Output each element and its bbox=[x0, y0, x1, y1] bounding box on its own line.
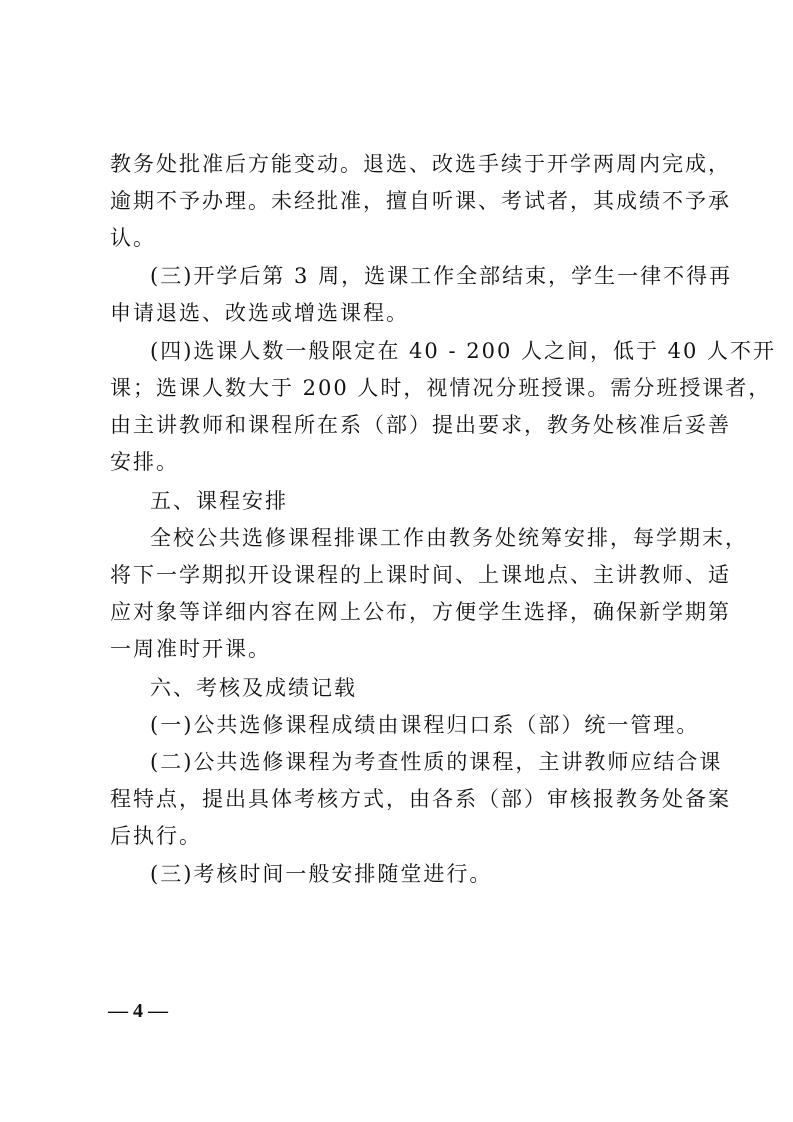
body-line-4: (三)开学后第 3 周，选课工作全部结束，学生一律不得再 bbox=[150, 264, 733, 288]
body-line-8: 由主讲教师和课程所在系（部）提出要求，教务处核准后妥善 bbox=[110, 413, 731, 437]
body-line-19: 后执行。 bbox=[110, 824, 202, 848]
body-line-17: (二)公共选修课程为考查性质的课程，主讲教师应结合课 bbox=[150, 750, 723, 774]
body-line-7: 课；选课人数大于 200 人时，视情况分班授课。需分班授课者， bbox=[110, 376, 772, 400]
body-line-16: (一)公共选修课程成绩由课程归口系（部）统一管理。 bbox=[150, 713, 700, 737]
body-line-20: (三)考核时间一般安排随堂进行。 bbox=[150, 862, 493, 886]
page-number: — 4 — bbox=[108, 1000, 168, 1022]
body-line-12: 将下一学期拟开设课程的上课时间、上课地点、主讲教师、适 bbox=[110, 563, 731, 587]
body-line-1: 教务处批准后方能变动。退选、改选手续于开学两周内完成， bbox=[110, 152, 731, 176]
body-line-13: 应对象等详细内容在网上公布，方便学生选择，确保新学期第 bbox=[110, 600, 731, 624]
body-line-6: (四)选课人数一般限定在 40 - 200 人之间，低于 40 人不开 bbox=[150, 339, 777, 363]
body-line-18: 程特点，提出具体考核方式，由各系（部）审核报教务处备案 bbox=[110, 787, 731, 811]
body-line-5: 申请退选、改选或增选课程。 bbox=[110, 301, 409, 325]
body-line-11: 全校公共选修课程排课工作由教务处统筹安排，每学期末， bbox=[150, 526, 748, 550]
section-heading-5: 五、课程安排 bbox=[150, 489, 288, 513]
section-heading-6: 六、考核及成绩记载 bbox=[150, 676, 357, 700]
body-line-3: 认。 bbox=[110, 226, 156, 250]
body-line-14: 一周准时开课。 bbox=[110, 637, 271, 661]
body-line-9: 安排。 bbox=[110, 450, 179, 474]
body-line-2: 逾期不予办理。未经批准，擅自听课、考试者，其成绩不予承 bbox=[110, 189, 731, 213]
